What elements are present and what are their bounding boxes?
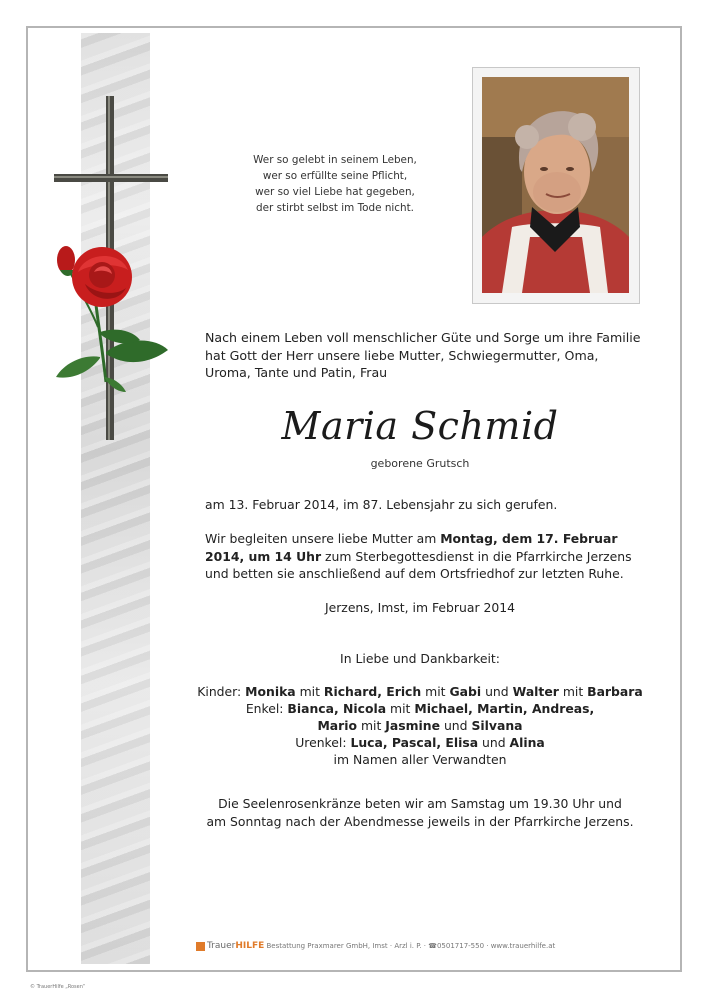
- portrait-photo: [482, 77, 629, 293]
- place-date: Jerzens, Imst, im Februar 2014: [324, 600, 516, 615]
- footer-text: Bestattung Praxmarer GmbH, Imst · Arzl i. P. · ☎0501717-550 · www.trauerhilfe.at: [264, 942, 556, 950]
- family-children-line: Kinder: Monika mit Richard, Erich mit Gabi und Walter mit Barbara: [197, 684, 643, 699]
- poem-line: Wer so gelebt in seinem Leben,: [253, 154, 417, 166]
- poem-line: wer so erfüllte seine Pflicht,: [262, 170, 408, 182]
- funeral-notice: [205, 530, 645, 583]
- maiden-name: geborene Grutsch: [370, 457, 470, 470]
- family-great-grandchildren-line: Urenkel: Luca, Pascal, Elisa und Alina: [295, 735, 545, 750]
- logo-text: Trauer: [207, 941, 236, 951]
- funeral-date: Montag, dem 17. Februar 2014, um 14 Uhr: [205, 531, 618, 564]
- poem-line: der stirbt selbst im Tode nicht.: [256, 202, 414, 214]
- trauerhilfe-logo-icon: [196, 942, 205, 951]
- family-grandchildren-line-2: Mario mit Jasmine und Silvana: [317, 718, 523, 733]
- portrait-frame: [472, 67, 640, 304]
- funeral-text: Wir begleiten unsere liebe Mutter am: [205, 531, 441, 546]
- family-relatives-line: im Namen aller Verwandten: [333, 752, 507, 767]
- family-list: [180, 683, 660, 768]
- rosary-line: Die Seelenrosenkränze beten wir am Samstag um 19.30 Uhr und: [218, 796, 622, 811]
- poem-line: wer so viel Liebe hat gegeben,: [255, 186, 415, 198]
- rosary-line: am Sonntag nach der Abendmesse jeweils in der Pfarrkirche Jerzens.: [206, 813, 634, 829]
- cross-rose-illustration: [40, 92, 180, 442]
- funeral-text: zum Sterbegottesdienst in die Pfarrkirche Jerzens und betten sie anschließend auf dem Ortsfriedhof zur letzten Ruhe.: [205, 548, 632, 581]
- copyright-note: © TrauerHilfe „Rosen“: [30, 984, 86, 990]
- family-grandchildren-line: Enkel: Bianca, Nicola mit Michael, Martin, Andreas,: [245, 701, 595, 716]
- intro-text: Nach einem Leben voll menschlicher Güte und Sorge um ihre Familie hat Gott der Herr unsere liebe Mutter, Schwiegermutter, Oma, Uroma, Tante und Patin, Frau: [205, 330, 641, 380]
- rosary-notice: [180, 795, 660, 830]
- death-notice: am 13. Februar 2014, im 87. Lebensjahr zu sich gerufen.: [205, 497, 558, 512]
- logo-text-accent: HILFE: [235, 941, 265, 951]
- deceased-name: Maria Schmid: [281, 404, 559, 448]
- footer: [196, 941, 636, 951]
- thanks-heading: In Liebe und Dankbarkeit:: [340, 651, 500, 666]
- memorial-poem: [210, 152, 460, 216]
